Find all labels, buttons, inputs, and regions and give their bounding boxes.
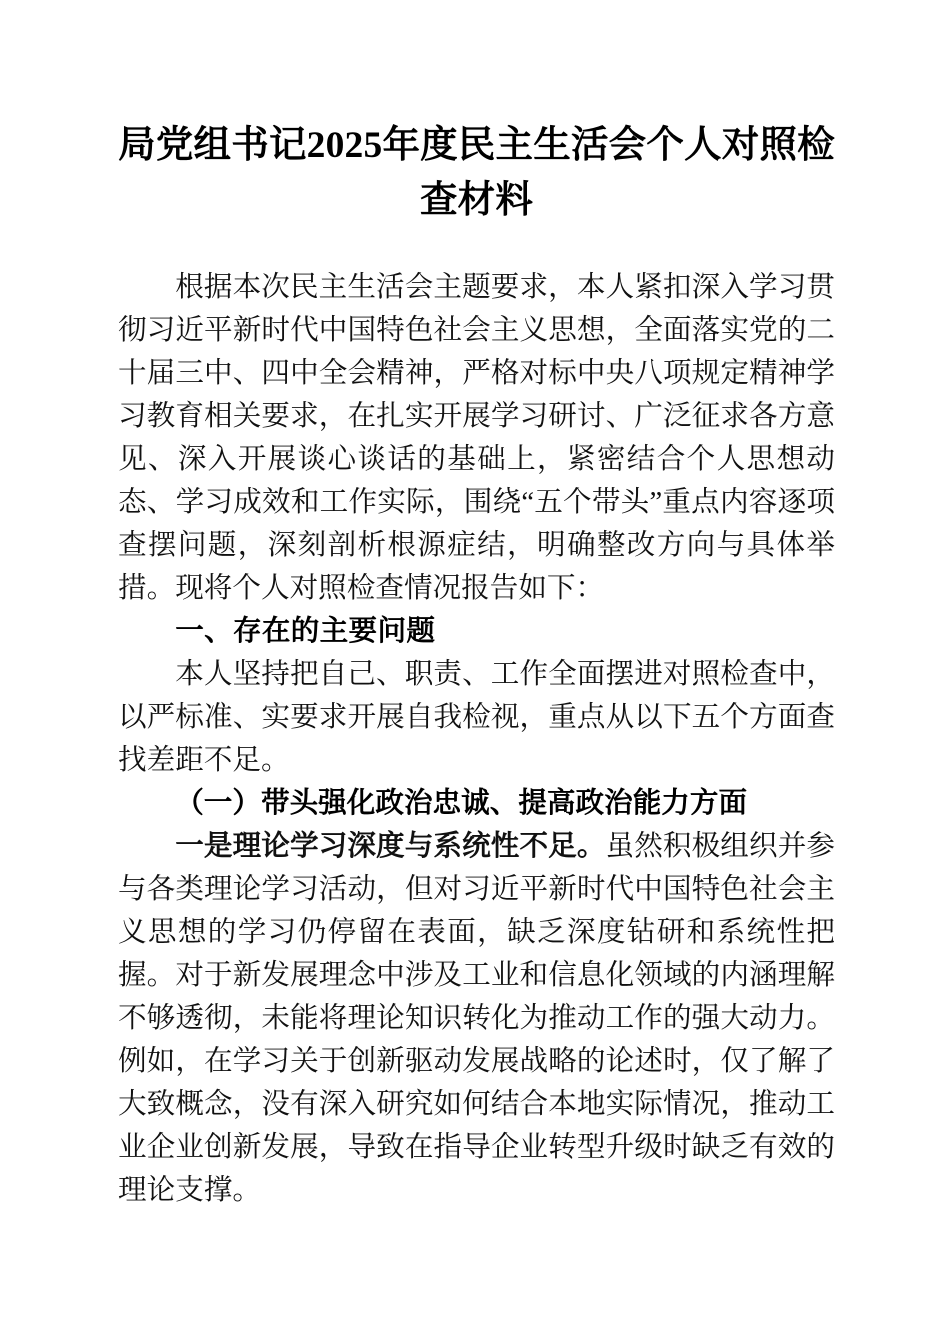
point-1-body-text: 虽然积极组织并参与各类理论学习活动，但对习近平新时代中国特色社会主义思想的学习仍停留在表面，缺乏深度钻研和系统性把握。对于新发展理念中涉及工业和信息化领域的内涵理解不够透彻，未能将理论知识转化为推动工作的强大动力。例如，在学习关于创新驱动发展战略的论述时，仅了解了大致概念，没有深入研究如何结合本地实际情况，推动工业企业创新发展，导致在指导企业转型升级时缺乏有效的理论支撑。 <box>118 831 835 1206</box>
intro-paragraph: 根据本次民主生活会主题要求，本人紧扣深入学习贯彻习近平新时代中国特色社会主义思想，全面落实党的二十届三中、四中全会精神，严格对标中央八项规定精神学习教育相关要求，在扎实开展学习研讨、广泛征求各方意见、深入开展谈心谈话的基础上，紧密结合个人思想动态、学习成效和工作实际，围绕“五个带头”重点内容逐项查摆问题，深刻剖析根源症结，明确整改方向与具体举措。现将个人对照检查情况报告如下： <box>118 272 835 604</box>
page-title-line-2: 查材料 <box>419 180 534 221</box>
point-1-lead-sentence: 一是理论学习深度与系统性不足。 <box>175 831 606 862</box>
point-1-paragraph <box>118 825 835 1212</box>
page-title <box>118 0 835 228</box>
subsection-heading-political-loyalty: （一）带头强化政治忠诚、提高政治能力方面 <box>175 788 748 819</box>
section-heading-main-problems: 一、存在的主要问题 <box>175 615 436 647</box>
section-1-intro-paragraph: 本人坚持把自己、职责、工作全面摆进对照检查中，以严标准、实要求开展自我检视，重点从以下五个方面查找差距不足。 <box>118 659 835 776</box>
document-content-column <box>118 0 835 1212</box>
page-title-line-1: 局党组书记2025年度民主生活会个人对照检 <box>118 125 835 166</box>
